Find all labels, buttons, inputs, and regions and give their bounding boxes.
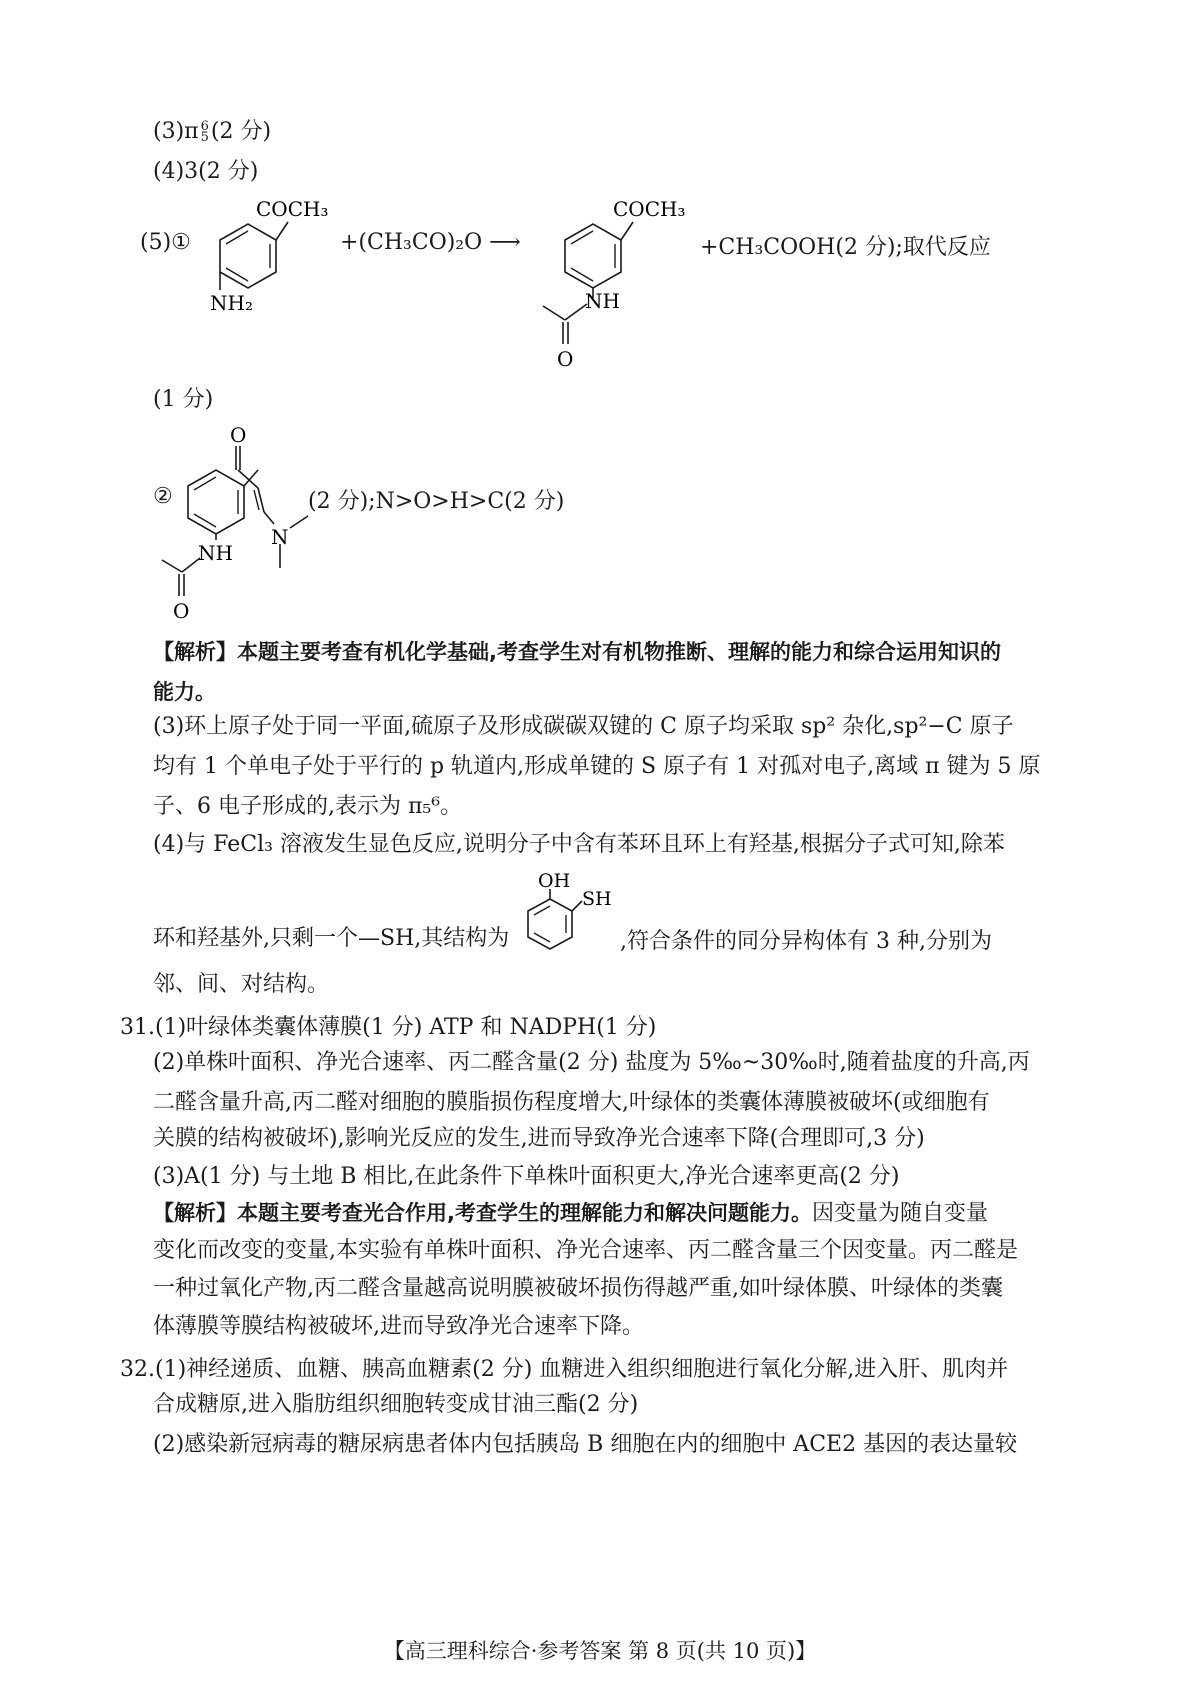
q32-l2: 合成糖原,进入脂肪组织细胞转变成甘油三酯(2 分) [153,1392,639,1417]
q30-part5-product: +CH₃COOH(2 分);取代反应 [700,235,991,260]
nh2-label: NH₂ [210,291,253,315]
page-footer: 【高三理科综合·参考答案 第 8 页(共 10 页)】 [383,1639,817,1663]
q30-part5-label: (5)① [140,230,191,255]
q31-analysis-l3: 一种过氧化产物,丙二醛含量越高说明膜被破坏损伤得越严重,如叶绿体膜、叶绿体的类囊 [153,1276,1003,1301]
nh-label: NH [585,289,620,313]
q30-part5-2-text: (2 分);N>O>H>C(2 分) [308,489,565,514]
q31-l4: 关膜的结构被破坏),影响光反应的发生,进而导致净光合速率下降(合理即可,3 分) [153,1126,925,1151]
coch3-label: COCH₃ [613,197,686,221]
q31-analysis-l1: 【解析】本题主要考查光合作用,考查学生的理解能力和解决问题能力。因变量为随自变量 [153,1201,988,1226]
q30-analysis-4-l2a: 环和羟基外,只剩一个—SH,其结构为 [153,926,510,951]
q30-analysis-3-l3: 子、6 电子形成的,表示为 π₅⁶。 [153,794,463,819]
enaminone-structure [160,420,340,630]
q30-part4: (4)3(2 分) [153,159,259,184]
q30-analysis-head: 【解析】本题主要考查有机化学基础,考查学生对有机物推断、理解的能力和综合运用知识的 [153,640,1001,664]
q31-analysis-l2: 变化而改变的变量,本实验有单株叶面积、净光合速率、丙二醛含量三个因变量。丙二醛是 [153,1238,1018,1263]
q30-part3: (3)π 6 5 (2 分) [153,119,272,145]
product-structure [535,192,705,377]
thiophenol-structure [520,865,630,960]
q32-l3: (2)感染新冠病毒的糖尿病患者体内包括胰岛 B 细胞在内的细胞中 ACE2 基因的表达量较 [153,1432,1018,1457]
o-label: O [173,599,190,623]
q30-part5-score: (1 分) [153,387,214,412]
q31-l3: 二醛含量升高,丙二醛对细胞的膜脂损伤程度增大,叶绿体的类囊体薄膜被破坏(或细胞有 [153,1090,990,1115]
coch3-label: COCH₃ [256,197,329,221]
q31-l1: 31.(1)叶绿体类囊体薄膜(1 分) ATP 和 NADPH(1 分) [120,1015,657,1040]
q30-analysis-head2: 能力。 [153,680,216,704]
q30-analysis-4-l2b: ,符合条件的同分异构体有 3 种,分别为 [620,929,992,954]
nh-label: NH [198,541,233,565]
n-label: N [271,525,289,549]
q31-analysis-l4: 体薄膜等膜结构被破坏,进而导致净光合速率下降。 [153,1314,644,1339]
q30-analysis-3-l1: (3)环上原子处于同一平面,硫原子及形成碳碳双键的 C 原子均采取 sp² 杂化,sp²−C 原子 [153,714,1014,739]
q30-analysis-3-l2: 均有 1 个单电子处于平行的 p 轨道内,形成单键的 S 原子有 1 对孤对电子,离域 π 键为 5 原 [153,754,1041,779]
q30-part5-reagent: +(CH₃CO)₂O ⟶ [340,230,521,255]
reactant-structure [190,192,350,322]
q31-l2: (2)单株叶面积、净光合速率、丙二醛含量(2 分) 盐度为 5‰~30‰时,随着盐度的升高,丙 [153,1050,1030,1075]
o-label: O [230,423,247,447]
o-label: O [557,347,574,371]
q31-l5: (3)A(1 分) 与土地 B 相比,在此条件下单株叶面积更大,净光合速率更高(2 分) [153,1164,900,1189]
q30-analysis-4-l3: 邻、间、对结构。 [153,972,330,997]
sh-label: SH [582,888,612,910]
q30-analysis-4-l1: (4)与 FeCl₃ 溶液发生显色反应,说明分子中含有苯环且环上有羟基,根据分子式可知,除苯 [153,832,1005,857]
oh-label: OH [538,870,571,892]
q32-l1: 32.(1)神经递质、血糖、胰高血糖素(2 分) 血糖进入组织细胞进行氧化分解,进入肝、肌肉并 [120,1357,1009,1382]
q30-part5-2-label: ② [153,484,173,509]
